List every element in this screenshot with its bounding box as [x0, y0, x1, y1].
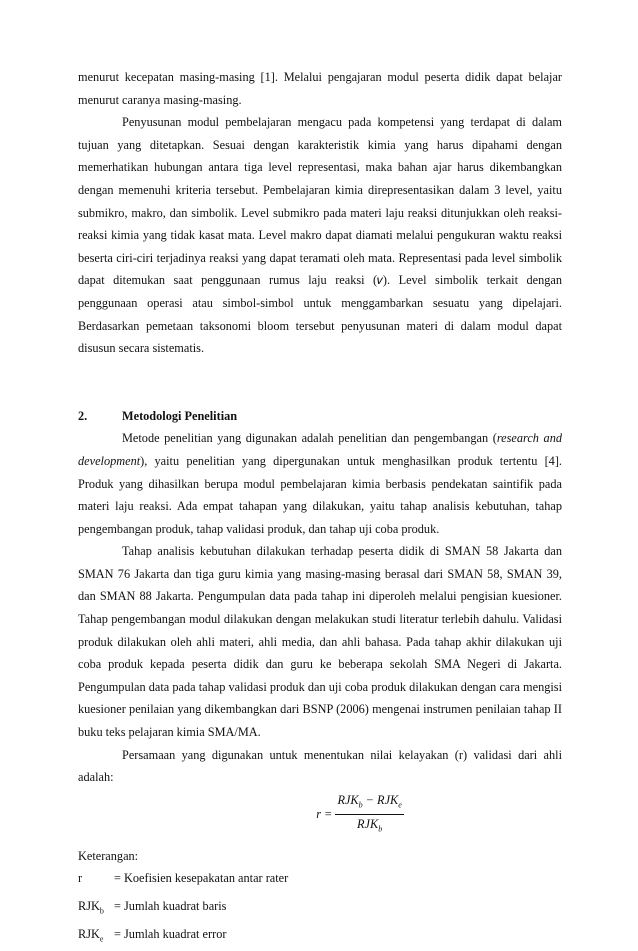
- formula-denominator: $RJK_b$: [357, 817, 383, 834]
- formula: [78, 791, 562, 839]
- legend-list: [78, 867, 562, 951]
- paragraph-5: Persamaan yang digunakan untuk menentukan nilai kelayakan (r) validasi dari ahli adalah:: [78, 747, 562, 785]
- legend-item: r = Koefisien kesepakatan antar rater: [78, 871, 289, 886]
- legend-item: $RJK_e$ = Jumlah kuadrat error: [78, 927, 227, 944]
- formula-lhs: r =: [316, 806, 333, 821]
- section-number: 2.: [78, 408, 88, 423]
- legend-item: $RJK_b$ = Jumlah kuadrat baris: [78, 899, 227, 916]
- section-heading: [78, 405, 562, 428]
- paragraph-2: Penyusunan modul pembelajaran mengacu pada kompetensi yang terdapat di dalam tujuan yang ditetapkan. Sesuai dengan karakteristik kimia yang harus dipahami dengan memerhatikan hubungan antara tiga level representasi, maka bahan ajar harus dikembangkan dengan memenuhi kriteria tersebut. Pembelajaran kimia direpresentasikan dalam 3 level, yaitu submikro, makro, dan simbolik. Level submikro pada materi laju reaksi ditunjukkan oleh reaksi-reaksi kimia yang tidak kasat mata. Level makro dapat diamati melalui pengukuran waktu reaksi beserta ciri-ciri terjadinya reaksi yang dapat teramati oleh mata. Representasi pada level simbolik dapat ditemukan saat penggunaan rumus laju reaksi (𝑣). Level simbolik terkait dengan penggunaan operasi atau simbol-simbol untuk menggambarkan sesuatu yang dipelajari. Berdasarkan pemetaan taksonomi bloom tersebut penyusunan materi di dalam modul dapat disusun secara sistematis.: [78, 115, 562, 356]
- formula-numerator: $RJK_b - RJK_e$: [335, 791, 403, 815]
- page-body: [78, 66, 562, 951]
- section-title: Metodologi Penelitian: [122, 408, 238, 423]
- paragraph-1: menurut kecepatan masing-masing [1]. Melalui pengajaran modul peserta didik dapat belajar menurut caranya masing-masing.: [78, 70, 562, 107]
- paragraph-3: Metode penelitian yang digunakan adalah penelitian dan pengembangan (research and development), yaitu penelitian yang dipergunakan untuk menghasilkan produk tertentu [4]. Produk yang dihasilkan berupa modul pembelajaran kimia berbasis pendekatan saintifik pada materi laju reaksi. Ada empat tahapan yang dilakukan, yaitu tahap analisis kebutuhan, tahap pengembangan produk, tahap validasi produk, dan tahap uji coba produk.: [78, 431, 562, 536]
- keterangan-label: Keterangan:: [78, 848, 139, 863]
- italic-term: research and development: [78, 431, 562, 468]
- paragraph-4: Tahap analisis kebutuhan dilakukan terhadap peserta didik di SMAN 58 Jakarta dan SMAN 76 Jakarta dan tiga guru kimia yang masing-masing berasal dari SMAN 58, SMAN 39, dan SMAN 88 Jakarta. Pengumpulan data pada tahap ini diperoleh melalui pengisian kuesioner. Tahap pengembangan modul dilakukan dengan melakukan studi literatur terlebih dahulu. Validasi produk dilakukan oleh ahli materi, ahli media, dan ahli bahasa. Pada tahap akhir dilakukan uji coba produk kepada peserta didik dan guru ke beberapa sekolah SMA Negeri di Jakarta. Pengumpulan data pada tahap validasi produk dan uji coba produk dilakukan dengan cara mengisi kuesioner penilaian yang dikembangkan dari BSNP (2006) mengenai instrumen penilaian tahap II buku teks pelajaran kimia SMA/MA.: [78, 544, 562, 740]
- formula-fraction: [335, 791, 403, 839]
